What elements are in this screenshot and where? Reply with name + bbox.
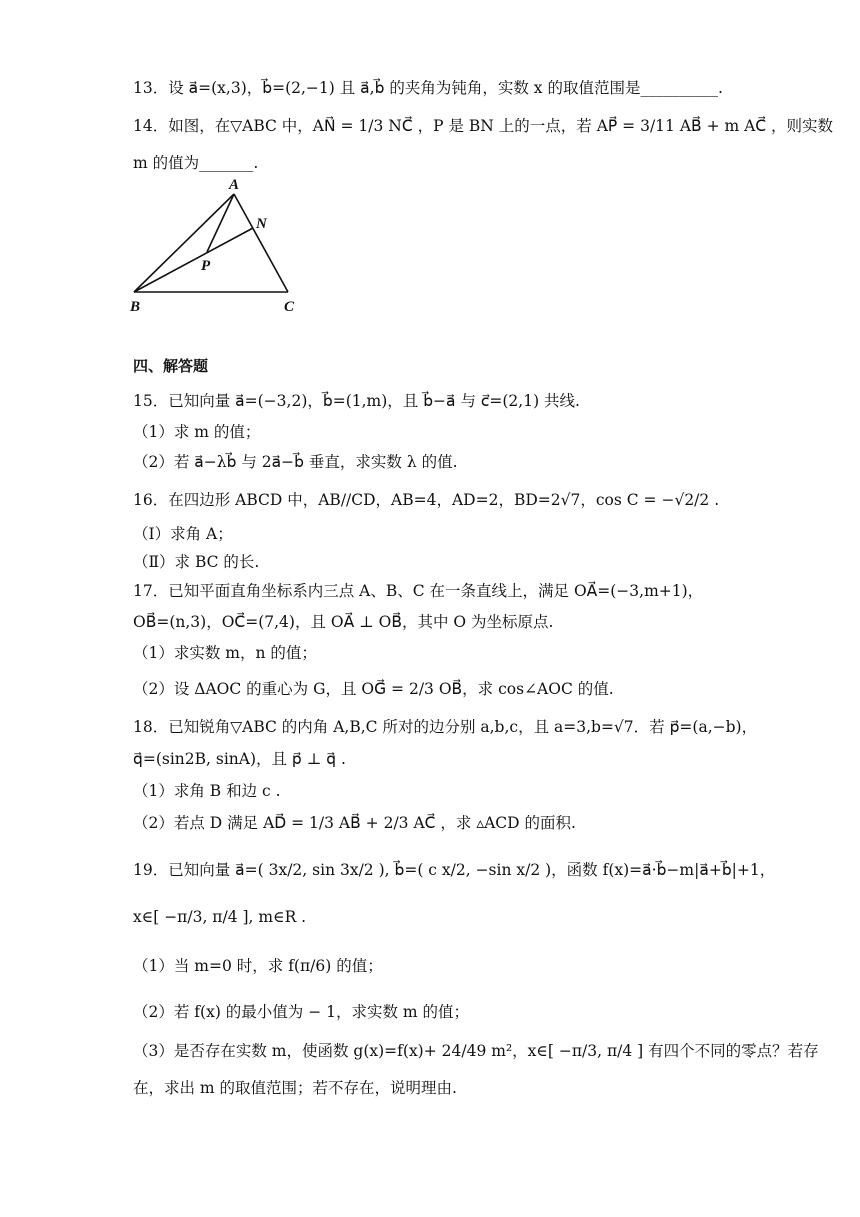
label-a: A: [229, 177, 240, 193]
problem-17: 17．已知平面直角坐标系内三点 A、B、C 在一条直线上，满足 OA⃗=(−3,m+1)，: [133, 582, 704, 600]
problem-15: 15．已知向量 a⃗=(−3,2)，b⃗=(1,m)，且 b⃗−a⃗ 与 c⃗=(2,1) 共线.: [133, 392, 580, 410]
problem-19-domain: x∈[ −π/3, π/4 ], m∈R .: [133, 908, 307, 926]
problem-16-part-1: （Ⅰ）求角 A；: [133, 525, 233, 543]
segment-bn: [134, 228, 253, 292]
problem-17-part-1: （1）求实数 m，n 的值；: [133, 644, 317, 662]
problem-18-part-1: （1）求角 B 和边 c .: [133, 782, 281, 800]
label-n: N: [256, 216, 267, 232]
problem-18-part-2: （2）若点 D 满足 AD⃗ = 1/3 AB⃗ + 2/3 AC⃗ ，求 ▵ACD 的面积.: [133, 814, 576, 832]
problem-19: 19．已知向量 a⃗=( 3x/2, sin 3x/2 ), b⃗=( c x/2, −sin x/2 )，函数 f(x)=a⃗·b⃗−m|a⃗+b⃗|+1，: [133, 861, 776, 879]
label-b: B: [130, 299, 141, 315]
problem-16-part-2: （Ⅱ）求 BC 的长.: [133, 553, 260, 571]
segment-ab: [134, 194, 234, 292]
problem-17-part-2: （2）设 ΔAOC 的重心为 G，且 OG⃗ = 2/3 OB⃗，求 cos∠AOC 的值.: [133, 680, 614, 698]
triangle-figure: [120, 172, 320, 320]
problem-15-part-1: （1）求 m 的值；: [133, 423, 261, 441]
problem-18: 18．已知锐角▽ABC 的内角 A,B,C 所对的边分别 a,b,c，且 a=3,b=√7．若 p⃗=(a,−b)，: [133, 718, 758, 736]
problem-18-cont: q⃗=(sin2B, sinA)，且 p⃗ ⊥ q⃗ .: [133, 750, 346, 768]
label-p: P: [201, 258, 211, 274]
problem-19-part-3-cont: 在，求出 m 的取值范围；若不存在，说明理由.: [133, 1079, 457, 1097]
problem-19-part-3: （3）是否存在实数 m，使函数 g(x)=f(x)+ 24/49 m²，x∈[ −π/3, π/4 ] 有四个不同的零点？若存: [133, 1042, 819, 1060]
problem-17-cont: OB⃗=(n,3)，OC⃗=(7,4)，且 OA⃗ ⊥ OB⃗，其中 O 为坐标原点.: [133, 613, 554, 631]
problem-15-part-2: （2）若 a⃗−λb⃗ 与 2a⃗−b⃗ 垂直，求实数 λ 的值.: [133, 453, 458, 471]
problem-16: 16．在四边形 ABCD 中，AB//CD，AB=4，AD=2，BD=2√7，cos C = −√2/2 .: [133, 491, 720, 509]
problem-19-part-1: （1）当 m=0 时，求 f(π/6) 的值；: [133, 957, 383, 975]
problem-13: 13．设 a⃗=(x,3)，b⃗=(2,−1) 且 a⃗,b⃗ 的夹角为钝角，实数 x 的取值范围是__________.: [133, 79, 723, 97]
segment-ac: [234, 194, 288, 292]
section-heading: 四、解答题: [133, 357, 209, 375]
problem-14-cont: m 的值为_______.: [133, 154, 259, 172]
label-c: C: [284, 299, 295, 315]
segment-ap: [207, 194, 234, 252]
problem-19-part-2: （2）若 f(x) 的最小值为 − 1，求实数 m 的值；: [133, 1003, 470, 1021]
problem-14: 14．如图，在▽ABC 中，AN⃗ = 1/3 NC⃗ ，P 是 BN 上的一点，若 AP⃗ = 3/11 AB⃗ + m AC⃗ ，则实数: [133, 117, 834, 135]
